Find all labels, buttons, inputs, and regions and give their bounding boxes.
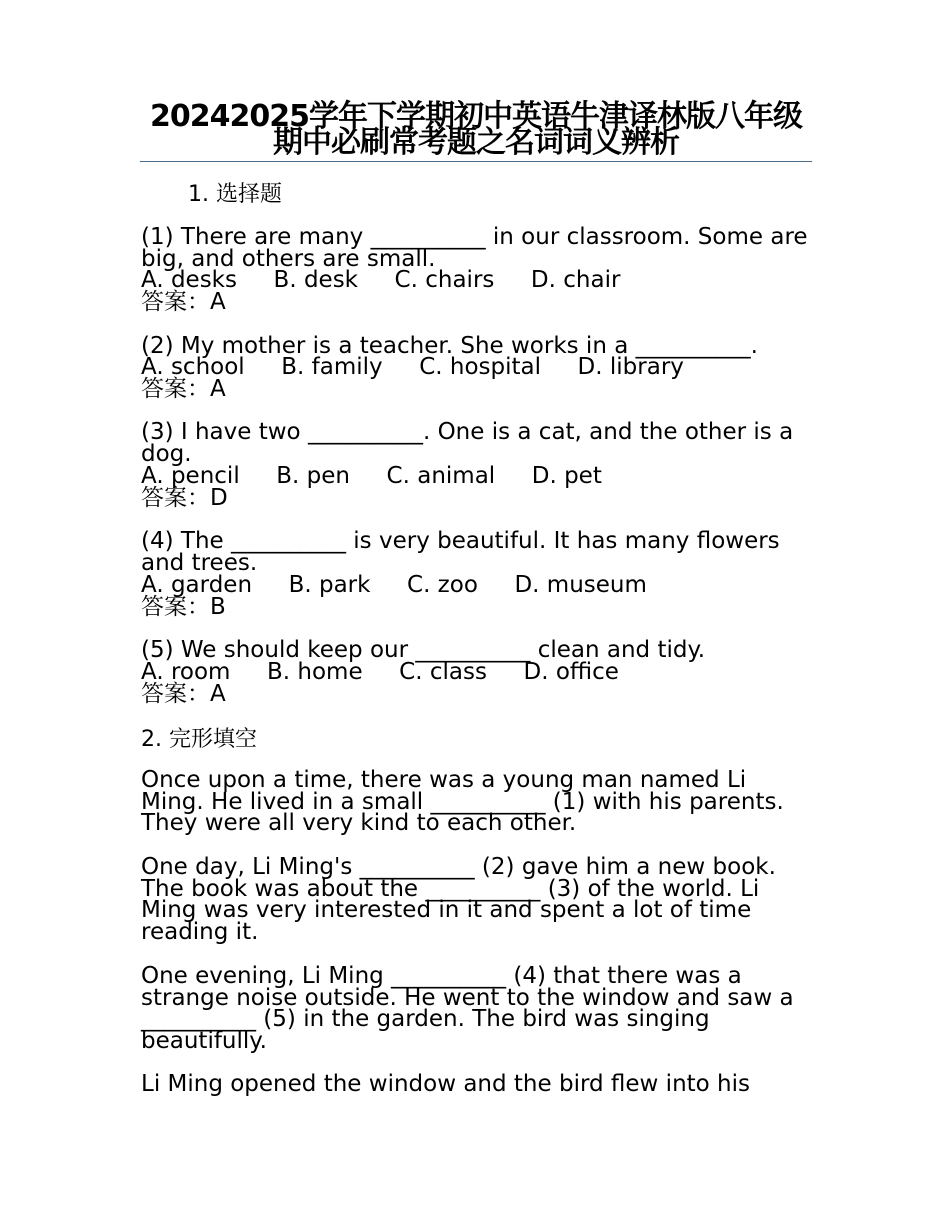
section-heading-cloze: 2. 完形填空	[141, 727, 257, 752]
question-options: A. pencil B. pen C. animal D. pet	[141, 463, 602, 489]
question-stem: (4) The __________ is very beautiful. It has many flowers and trees.	[141, 528, 787, 576]
cloze-paragraph: One day, Li Ming's __________ (2) gave him a new book. The book was about the __________ (3) of the world. Li Ming was very interested in it and spent a lot of time reading it.	[141, 854, 784, 946]
question-stem: (3) I have two __________. One is a cat, and the other is a dog.	[141, 419, 801, 467]
question-stem: (2) My mother is a teacher. She works in a __________.	[141, 333, 758, 359]
cloze-paragraph: Once upon a time, there was a young man named Li Ming. He lived in a small __________ (1) with his parents. They were all very kind to each other.	[141, 767, 792, 837]
cloze-paragraph: One evening, Li Ming __________ (4) that there was a strange noise outside. He went to the window and saw a __________ (5) in the garden. The bird was singing beautifully.	[141, 963, 801, 1055]
title-underline	[140, 161, 812, 162]
cloze-paragraph: Li Ming opened the window and the bird flew into his	[141, 1071, 750, 1097]
question-answer: 答案：A	[141, 376, 226, 402]
question-options: A. school B. family C. hospital D. library	[141, 354, 684, 380]
question-answer: 答案：B	[141, 594, 226, 620]
question-options: A. desks B. desk C. chairs D. chair	[141, 267, 621, 293]
question-options: A. garden B. park C. zoo D. museum	[141, 572, 647, 598]
question-stem: (5) We should keep our __________ clean and tidy.	[141, 637, 706, 663]
question-answer: 答案：A	[141, 289, 226, 315]
question-answer: 答案：A	[141, 681, 226, 707]
question-answer: 答案：D	[141, 485, 228, 511]
page-title: 20242025学年下学期初中英语牛津译林版八年级期中必刷常考题之名词词义辨析	[150, 99, 802, 160]
section-heading-choice: 1. 选择题	[188, 182, 282, 207]
question-stem: (1) There are many __________ in our classroom. Some are big, and others are small.	[141, 224, 815, 272]
question-options: A. room B. home C. class D. office	[141, 659, 619, 685]
